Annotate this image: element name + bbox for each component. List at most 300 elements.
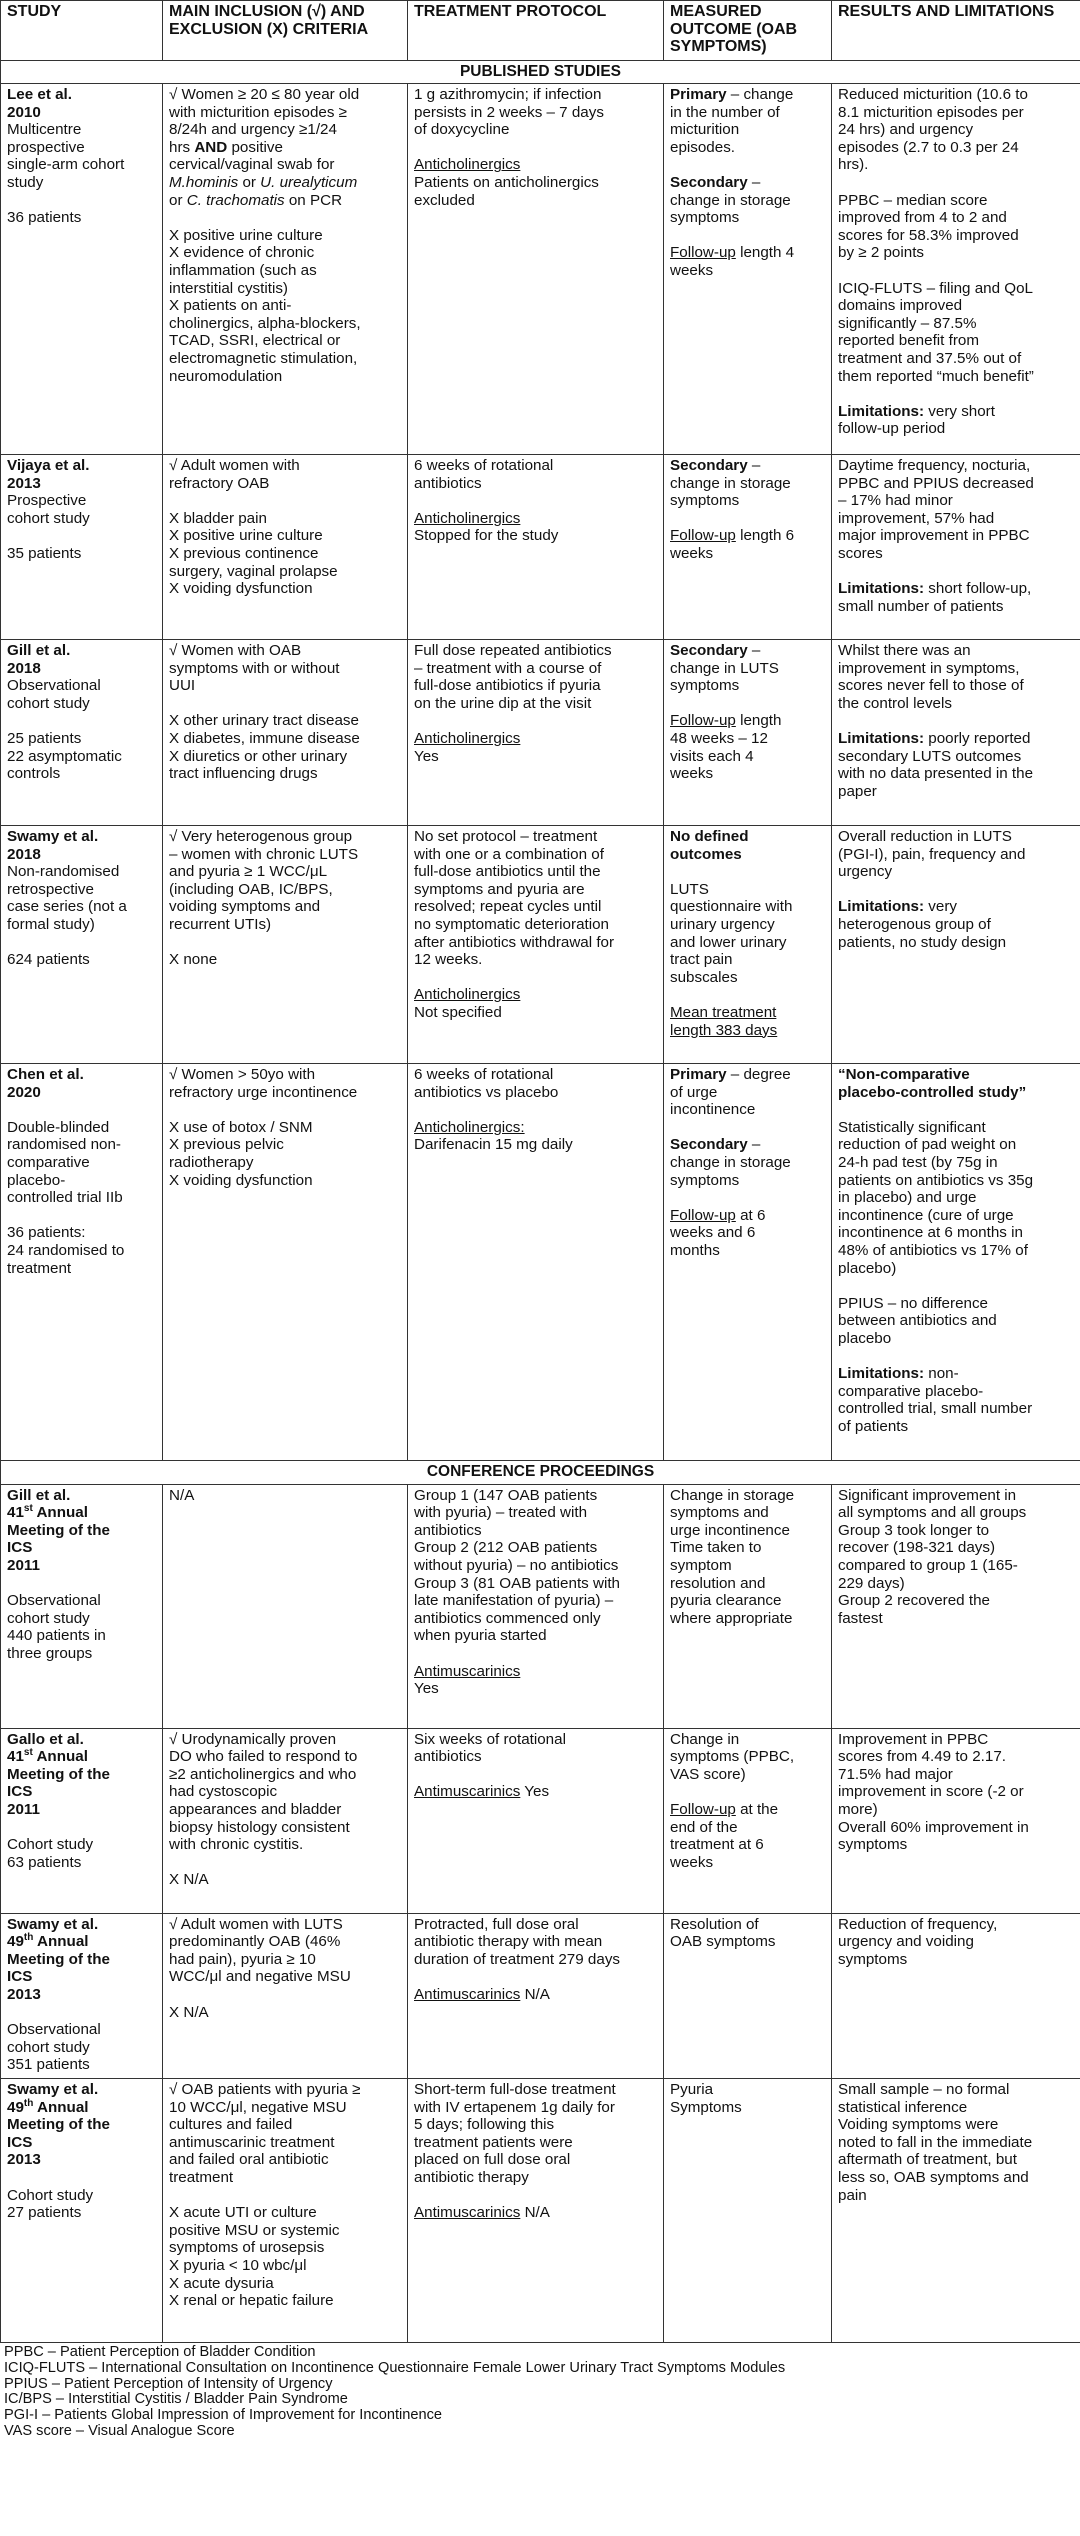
cell-line: Improvement in PPBC — [838, 1730, 989, 1748]
cell-criteria — [163, 826, 408, 1064]
cell-line — [838, 563, 1074, 581]
cell-line: Symptoms — [670, 2098, 742, 2116]
cell-line: √ Women with OAB — [169, 642, 302, 660]
cell-outcome — [664, 640, 832, 826]
cell-line: of urge — [670, 1083, 718, 1101]
cell-line: tract pain — [670, 951, 733, 969]
cell-line: symptoms with or without — [169, 659, 340, 677]
cell-line: Overall 60% improvement in — [838, 1818, 1029, 1836]
cell-line — [670, 863, 825, 881]
cell-line: Non-randomised — [7, 863, 120, 881]
cell-line: OAB symptoms — [670, 1933, 776, 1951]
cell-line: weeks — [670, 545, 714, 563]
cell-line: 49th Annual — [7, 1932, 89, 1951]
cell-line: √ OAB patients with pyuria ≥ — [169, 2081, 361, 2099]
cell-line: visits each 4 — [670, 747, 754, 765]
cell-line: placebo — [838, 1330, 892, 1347]
cell-line: Whilst there was an — [838, 642, 971, 660]
cell-line: 1 g azithromycin; if infection — [414, 86, 602, 104]
cell-line: study — [7, 174, 44, 192]
cell-line: no symptomatic deterioration — [414, 916, 609, 934]
cell-line: surgery, vaginal prolapse — [169, 562, 338, 580]
cell-line: antibiotic therapy — [414, 2169, 529, 2186]
cell-line: X N/A — [169, 2003, 209, 2021]
cell-line: X diabetes, immune disease — [169, 730, 360, 748]
cell-line: Anticholinergics — [414, 730, 521, 748]
cell-line: urgency — [838, 863, 893, 881]
cell-line: weeks — [670, 1853, 714, 1871]
cell-line: Not specified — [414, 1004, 502, 1022]
cell-line: cohort study — [7, 2038, 90, 2056]
cell-line: them reported “much benefit” — [838, 367, 1034, 385]
cell-line: Gill et al. — [7, 642, 71, 660]
cell-line: and failed oral antibiotic — [169, 2151, 329, 2169]
cell-line: Follow-up at the — [670, 1801, 779, 1819]
cell-line — [7, 1101, 156, 1119]
cell-line — [414, 492, 657, 510]
cell-line: Swamy et al. — [7, 2081, 99, 2099]
cell-results — [832, 826, 1080, 1064]
cell-outcome — [664, 1484, 832, 1728]
header-results: RESULTS AND LIMITATIONS — [832, 1, 1080, 61]
cell-line: neuromodulation — [169, 367, 283, 385]
cell-line: micturition — [670, 121, 740, 139]
cell-line — [670, 510, 825, 528]
cell-results — [832, 1728, 1080, 1913]
cell-line — [169, 1101, 401, 1119]
cell-line: Limitations: short follow-up, — [838, 580, 1032, 598]
cell-results — [832, 1064, 1080, 1461]
cell-line — [169, 1986, 401, 2004]
cell-line: Group 2 (212 OAB patients — [414, 1539, 598, 1557]
cell-treatment — [408, 84, 664, 455]
cell-line — [169, 2187, 401, 2205]
cell-line — [414, 1645, 657, 1663]
cell-study — [1, 455, 163, 640]
cell-results — [832, 2079, 1080, 2343]
cell-line: symptoms — [670, 677, 740, 695]
cell-line: symptoms and pyuria are — [414, 880, 585, 898]
cell-line: Prospective — [7, 492, 87, 510]
cell-treatment — [408, 1913, 664, 2078]
cell-treatment — [408, 1484, 664, 1728]
cell-line: improvement in score (-2 or — [838, 1783, 1024, 1801]
cell-line: with pyuria) – treated with — [414, 1504, 588, 1522]
cell-outcome — [664, 1913, 832, 2078]
cell-line — [670, 1783, 825, 1801]
cell-line: 24-h pad test (by 75g in — [838, 1154, 998, 1172]
cell-line: Group 2 recovered the — [838, 1592, 990, 1610]
cell-line: ICS — [7, 1539, 33, 1557]
cell-line: cervical/vaginal swab for — [169, 156, 335, 174]
cell-line: inflammation (such as — [169, 262, 317, 280]
cell-line: 8/24h and urgency ≥1/24 — [169, 121, 337, 139]
cell-line: months — [670, 1242, 720, 1260]
cell-line: placed on full dose oral — [414, 2151, 571, 2169]
cell-line: Mean treatment — [670, 1004, 777, 1022]
cell-line: Change in — [670, 1730, 740, 1748]
cell-line — [7, 527, 156, 545]
cell-line: antibiotics — [414, 1748, 482, 1766]
cell-line: aftermath of treatment, but — [838, 2151, 1017, 2169]
cell-line: after antibiotics withdrawal for — [414, 933, 615, 951]
table-row — [1, 1913, 1080, 2078]
cell-study — [1, 1064, 163, 1461]
cell-line: √ Urodynamically proven — [169, 1730, 337, 1748]
cell-line: randomised non- — [7, 1136, 121, 1154]
cell-line: X renal or hepatic failure — [169, 2292, 334, 2310]
cell-line: √ Women > 50yo with — [169, 1066, 316, 1084]
cell-line: 24 randomised to — [7, 1242, 125, 1260]
cell-line: 2018 — [7, 845, 41, 863]
cell-line: without pyuria) – no antibiotics — [414, 1557, 619, 1575]
cell-line: Six weeks of rotational — [414, 1730, 566, 1748]
cell-line: 41st Annual — [7, 1503, 88, 1522]
cell-line — [838, 1277, 1074, 1295]
cell-line: reported benefit from — [838, 332, 979, 350]
cell-line: 2011 — [7, 1801, 40, 1819]
cell-line: Small sample – no formal — [838, 2081, 1010, 2099]
cell-line: excluded — [414, 191, 475, 209]
cell-line: 49th Annual — [7, 2097, 89, 2116]
cell-line: (PGI-I), pain, frequency and — [838, 845, 1026, 863]
cell-line: positive MSU or systemic — [169, 2221, 340, 2239]
cell-line: by ≥ 2 points — [838, 244, 925, 262]
cell-line: Lee et al. — [7, 86, 72, 104]
cell-line — [838, 1101, 1074, 1119]
cell-study — [1, 84, 163, 455]
cell-line: Darifenacin 15 mg daily — [414, 1136, 573, 1154]
cell-line: Antimuscarinics Yes — [414, 1783, 550, 1801]
cell-line: refractory OAB — [169, 474, 270, 492]
cell-line: where appropriate — [670, 1609, 793, 1627]
cell-line: single-arm cohort — [7, 156, 125, 174]
cell-line: 2020 — [7, 1083, 41, 1101]
cell-line: outcomes — [670, 845, 742, 863]
cell-line: improvement in symptoms, — [838, 659, 1020, 677]
cell-line: Full dose repeated antibiotics — [414, 642, 612, 660]
cell-line: Follow-up length — [670, 712, 782, 730]
cell-line — [169, 209, 401, 227]
cell-line: interstitial cystitis) — [169, 279, 288, 297]
cell-line: placebo-controlled study” — [838, 1083, 1027, 1101]
cell-line — [7, 1575, 156, 1593]
cell-line: Protracted, full dose oral — [414, 1915, 579, 1933]
cell-line: √ Adult women with LUTS — [169, 1915, 343, 1933]
cell-line — [670, 227, 825, 245]
footnote-line: IC/BPS – Interstitial Cystitis / Bladder Pain Syndrome — [4, 2391, 348, 2408]
cell-line — [670, 1119, 825, 1137]
cell-criteria — [163, 640, 408, 826]
cell-results — [832, 640, 1080, 826]
cell-study — [1, 1913, 163, 2078]
cell-line — [414, 139, 657, 157]
cell-line: weeks and 6 — [670, 1224, 756, 1242]
cell-line: (including OAB, IC/BPS, — [169, 880, 333, 898]
cell-line: episodes (2.7 to 0.3 per 24 — [838, 138, 1019, 156]
cell-criteria — [163, 84, 408, 455]
cell-line: scores — [838, 545, 883, 563]
footnote-line: ICIQ-FLUTS – International Consultation on Incontinence Questionnaire Female Lower Urinary Tract Symptoms Modules — [4, 2359, 786, 2376]
section-title-conference: CONFERENCE PROCEEDINGS — [1, 1461, 1080, 1485]
cell-line: Daytime frequency, nocturia, — [838, 457, 1031, 475]
cell-line — [670, 695, 825, 713]
footnote-line: PGI-I – Patients Global Impression of Improvement for Incontinence — [4, 2407, 443, 2424]
cell-line: the control levels — [838, 694, 952, 712]
cell-line: follow-up period — [838, 420, 946, 438]
cell-line: reduction of pad weight on — [838, 1136, 1017, 1154]
cell-line: Cohort study — [7, 1836, 94, 1854]
cell-line: 6 weeks of rotational — [414, 1066, 554, 1084]
cell-line: between antibiotics and — [838, 1312, 997, 1330]
cell-line — [838, 174, 1074, 192]
cell-criteria — [163, 2079, 408, 2343]
cell-line: Resolution of — [670, 1915, 759, 1933]
cell-line: PPBC – median score — [838, 191, 988, 209]
header-treatment: TREATMENT PROTOCOL — [408, 1, 664, 61]
cell-line: three groups — [7, 1645, 93, 1663]
cell-outcome — [664, 2079, 832, 2343]
cell-line — [7, 934, 156, 952]
cell-line: 351 patients — [7, 2056, 90, 2074]
cell-line: full-dose antibiotics until the — [414, 863, 601, 881]
cell-line: Yes — [414, 1680, 439, 1698]
cell-study — [1, 640, 163, 826]
cell-criteria — [163, 1064, 408, 1461]
cell-line: symptoms — [670, 209, 740, 227]
cell-line: antibiotics — [414, 474, 482, 492]
cell-line: symptoms — [670, 1171, 740, 1189]
cell-line: compared to group 1 (165- — [838, 1557, 1018, 1575]
cell-line — [7, 1819, 156, 1837]
cell-line: – women with chronic LUTS — [169, 845, 359, 863]
cell-line: antibiotics — [414, 1521, 482, 1539]
cell-line: persists in 2 weeks – 7 days — [414, 103, 604, 121]
cell-line — [838, 881, 1074, 899]
cell-line: symptoms — [838, 1950, 908, 1968]
cell-line: predominantly OAB (46% — [169, 1933, 341, 1951]
table-row — [1, 2079, 1080, 2343]
cell-line: all symptoms and all groups — [838, 1504, 1027, 1522]
cell-line: 24 hrs) and urgency — [838, 121, 974, 139]
header-outcome: MEASURED OUTCOME (OAB SYMPTOMS) — [664, 1, 832, 61]
cell-line: Antimuscarinics — [414, 1662, 521, 1680]
header-study: STUDY — [1, 1, 163, 61]
cell-line: incontinence — [670, 1101, 756, 1119]
cell-line: VAS score) — [670, 1765, 746, 1783]
cell-line — [838, 712, 1074, 730]
cell-line: Significant improvement in — [838, 1486, 1017, 1504]
cell-line: ICIQ-FLUTS – filing and QoL — [838, 279, 1033, 297]
cell-line: improvement, 57% had — [838, 509, 995, 527]
cell-line: scores from 4.49 to 2.17. — [838, 1748, 1006, 1766]
cell-line: Gallo et al. — [7, 1730, 84, 1748]
cell-line: urinary urgency — [670, 916, 775, 934]
cell-line: controls — [7, 765, 61, 783]
cell-line: 48 weeks – 12 — [670, 730, 768, 748]
cell-study — [1, 826, 163, 1064]
footnote-line: PPIUS – Patient Perception of Intensity of Urgency — [4, 2375, 333, 2392]
cell-line: antimuscarinic treatment — [169, 2133, 335, 2151]
cell-line: 2013 — [7, 1986, 41, 2004]
cell-line: of doxycycline — [414, 121, 510, 139]
cell-line: Time taken to — [670, 1539, 762, 1557]
cell-line: noted to fall in the immediate — [838, 2133, 1033, 2151]
cell-line: treatment — [7, 1259, 72, 1277]
cell-line: change in storage — [670, 474, 791, 492]
cell-line — [670, 986, 825, 1004]
cell-line: M.hominis or U. urealyticum — [169, 174, 358, 192]
cell-study — [1, 1728, 163, 1913]
header-criteria: MAIN INCLUSION (√) AND EXCLUSION (X) CRITERIA — [163, 1, 408, 61]
cell-line: had cystoscopic — [169, 1783, 278, 1801]
cell-line: Change in storage — [670, 1486, 795, 1504]
cell-line: 22 asymptomatic — [7, 747, 122, 765]
cell-line — [670, 156, 825, 174]
cell-line: hrs AND positive — [169, 138, 283, 156]
cell-line: Follow-up at 6 — [670, 1206, 766, 1224]
cell-line: cholinergics, alpha-blockers, — [169, 314, 361, 332]
cell-treatment — [408, 455, 664, 640]
cell-line: domains improved — [838, 297, 963, 315]
cell-line: retrospective — [7, 880, 94, 898]
cell-line: less so, OAB symptoms and — [838, 2169, 1029, 2186]
cell-line: urge incontinence — [670, 1521, 790, 1539]
cell-line — [7, 2169, 156, 2187]
cell-line: episodes. — [670, 138, 736, 156]
footnote-line: PPBC – Patient Perception of Bladder Condition — [4, 2344, 316, 2361]
cell-line: 2013 — [7, 2151, 41, 2169]
cell-line: more) — [838, 1801, 878, 1819]
cell-line: of patients — [838, 1417, 909, 1435]
cell-line: with chronic cystitis. — [169, 1836, 304, 1854]
cell-line: N/A — [169, 1486, 195, 1504]
cell-line: symptom — [670, 1557, 732, 1575]
footnotes — [0, 2345, 1080, 2440]
cell-line — [169, 492, 401, 510]
cell-line: antibiotics commenced only — [414, 1609, 601, 1627]
cell-line: ICS — [7, 2133, 33, 2151]
cell-criteria — [163, 1484, 408, 1728]
cell-line: cohort study — [7, 1609, 90, 1627]
cell-line: comparative placebo- — [838, 1382, 984, 1400]
cell-line: 41st Annual — [7, 1747, 88, 1766]
cell-line: scores never fell to those of — [838, 677, 1024, 695]
cell-line: Statistically significant — [838, 1118, 986, 1136]
cell-line: fastest — [838, 1609, 883, 1627]
cell-line: 25 patients — [7, 730, 82, 748]
cell-line: WCC/μl and negative MSU — [169, 1968, 351, 1986]
cell-line: Anticholinergics — [414, 509, 521, 527]
cell-line: 35 patients — [7, 545, 82, 563]
cell-line: Group 3 took longer to — [838, 1521, 990, 1539]
cell-line: Group 3 (81 OAB patients with — [414, 1574, 620, 1592]
cell-line: Reduction of frequency, — [838, 1915, 998, 1933]
cell-line: X N/A — [169, 1871, 209, 1889]
cell-line: significantly – 87.5% — [838, 314, 977, 332]
section-row-published — [1, 60, 1080, 84]
cell-line: questionnaire with — [670, 898, 793, 916]
cell-line: Group 1 (147 OAB patients — [414, 1486, 598, 1504]
cell-line: Limitations: non- — [838, 1365, 959, 1383]
cell-line: statistical inference — [838, 2098, 968, 2116]
cell-line: cultures and failed — [169, 2116, 293, 2134]
cell-line: improved from 4 to 2 and — [838, 209, 1007, 227]
cell-line: No set protocol – treatment — [414, 828, 598, 846]
cell-line — [7, 712, 156, 730]
cell-line: X voiding dysfunction — [169, 580, 313, 598]
cell-line: Observational — [7, 1592, 101, 1610]
cell-line: X diuretics or other urinary — [169, 747, 348, 765]
cell-line — [7, 192, 156, 210]
cell-line: pain — [838, 2186, 867, 2204]
cell-line: Antimuscarinics N/A — [414, 1986, 550, 2004]
table-row — [1, 640, 1080, 826]
cell-line: formal study) — [7, 916, 95, 934]
cell-line: Meeting of the — [7, 1950, 110, 1968]
cell-line: Antimuscarinics N/A — [414, 2204, 550, 2222]
cell-line: 12 weeks. — [414, 951, 483, 969]
cell-line — [414, 2187, 657, 2205]
cell-line: tract influencing drugs — [169, 765, 318, 783]
cell-line: length 383 days — [670, 1021, 778, 1039]
cell-line: scores for 58.3% improved — [838, 226, 1019, 244]
cell-line: Secondary – — [670, 1136, 761, 1154]
cell-line — [169, 934, 401, 952]
cell-line: subscales — [670, 968, 738, 986]
cell-line: Reduced micturition (10.6 to — [838, 86, 1028, 104]
cell-line: 27 patients — [7, 2204, 82, 2222]
cell-line: patients, no study design — [838, 933, 1007, 951]
footnote-line: VAS score – Visual Analogue Score — [4, 2423, 235, 2440]
cell-line: 8.1 micturition episodes per — [838, 103, 1024, 121]
cell-line: voiding symptoms and — [169, 898, 321, 916]
cell-line: Stopped for the study — [414, 527, 559, 545]
cell-line: full-dose antibiotics if pyuria — [414, 677, 601, 695]
cell-line: cohort study — [7, 509, 90, 527]
cell-line: antibiotics vs placebo — [414, 1083, 559, 1101]
cell-line: heterogenous group of — [838, 916, 991, 934]
cell-line: 624 patients — [7, 951, 90, 969]
cell-line — [169, 695, 401, 713]
cell-line: UUI — [169, 677, 196, 695]
cell-treatment — [408, 1064, 664, 1461]
table-row — [1, 455, 1080, 640]
cell-line — [169, 1854, 401, 1872]
cell-line: 2018 — [7, 659, 41, 677]
cell-line: controlled trial, small number — [838, 1400, 1033, 1418]
cell-line: 2010 — [7, 103, 41, 121]
cell-line: X positive urine culture — [169, 527, 323, 545]
cell-line — [838, 262, 1074, 280]
table-row — [1, 84, 1080, 455]
section-title-published: PUBLISHED STUDIES — [1, 60, 1080, 84]
cell-line: Vijaya et al. — [7, 457, 90, 475]
cell-line: on the urine dip at the visit — [414, 694, 592, 712]
cell-line: Follow-up length 4 — [670, 244, 795, 262]
cell-line: X previous continence — [169, 545, 319, 563]
cell-treatment — [408, 640, 664, 826]
cell-line: incontinence (cure of urge — [838, 1206, 1014, 1224]
cell-line: antibiotic therapy with mean — [414, 1933, 603, 1951]
cell-line: 71.5% had major — [838, 1765, 953, 1783]
cell-results — [832, 455, 1080, 640]
cell-line: Primary – degree — [670, 1066, 791, 1084]
cell-line: Secondary – — [670, 174, 761, 192]
cell-line: Secondary – — [670, 457, 761, 475]
cell-line: X pyuria < 10 wbc/μl — [169, 2256, 307, 2274]
cell-line: ICS — [7, 1968, 33, 1986]
